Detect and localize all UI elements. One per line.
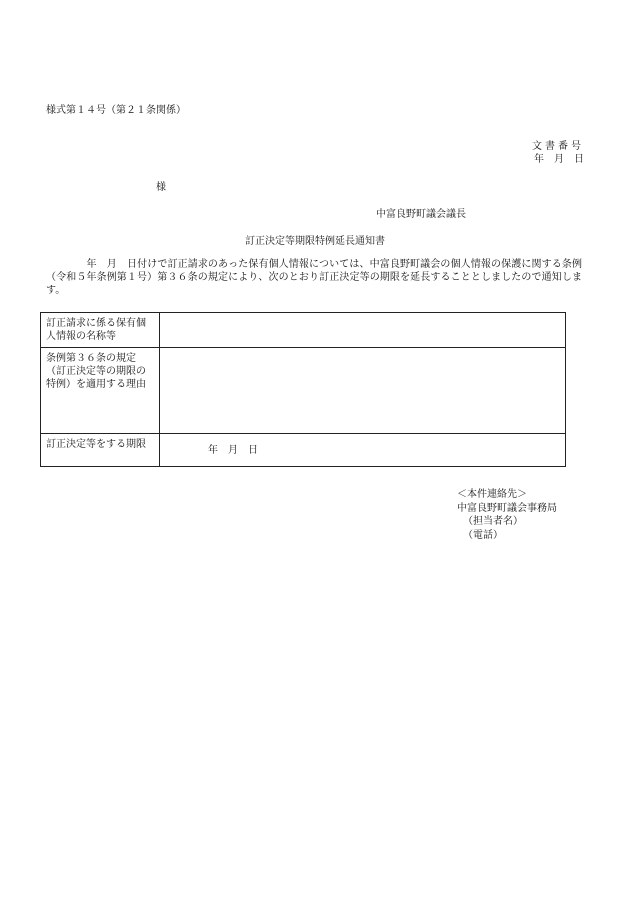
- document-number-label: 文書番号: [532, 141, 584, 152]
- row-label-deadline: 訂正決定等をする期限: [41, 434, 160, 467]
- document-date-line: 年 月 日: [534, 154, 584, 165]
- row-value-deadline: 年 月 日: [160, 434, 566, 467]
- addressee-suffix: 様: [156, 182, 166, 193]
- form-number: 様式第１４号（第２１条関係）: [46, 105, 186, 116]
- document-title: 訂正決定等期限特例延長通知書: [245, 236, 385, 247]
- row-value-extension-reason: [160, 348, 566, 434]
- row-label-extension-reason: 条例第３６条の規定（訂正決定等の期限の特例）を適用する理由: [41, 348, 160, 434]
- notice-body: 年 月 日付けで訂正請求のあった保有個人情報については、中富良野町議会の個人情報の保護に関する条例（令和５年条例第１号）第３６条の規定により、次のとおり訂正決定等の期限を延長することとしましたので通知します。: [46, 259, 582, 297]
- table-row: [41, 434, 566, 467]
- contact-person: （担当者名）: [463, 516, 523, 527]
- table-row: [41, 348, 566, 434]
- contact-office: 中富良野町議会事務局: [457, 502, 557, 514]
- details-table: [40, 312, 566, 467]
- contact-phone: （電話）: [463, 529, 503, 541]
- contact-block: [457, 488, 557, 542]
- row-label-information-name: 訂正請求に係る保有個人情報の名称等: [41, 313, 160, 348]
- contact-heading: ＜本件連絡先＞: [457, 489, 527, 500]
- table-row: [41, 313, 566, 348]
- row-value-information-name: [160, 313, 566, 348]
- sender-name: 中富良野町議会議長: [376, 209, 466, 220]
